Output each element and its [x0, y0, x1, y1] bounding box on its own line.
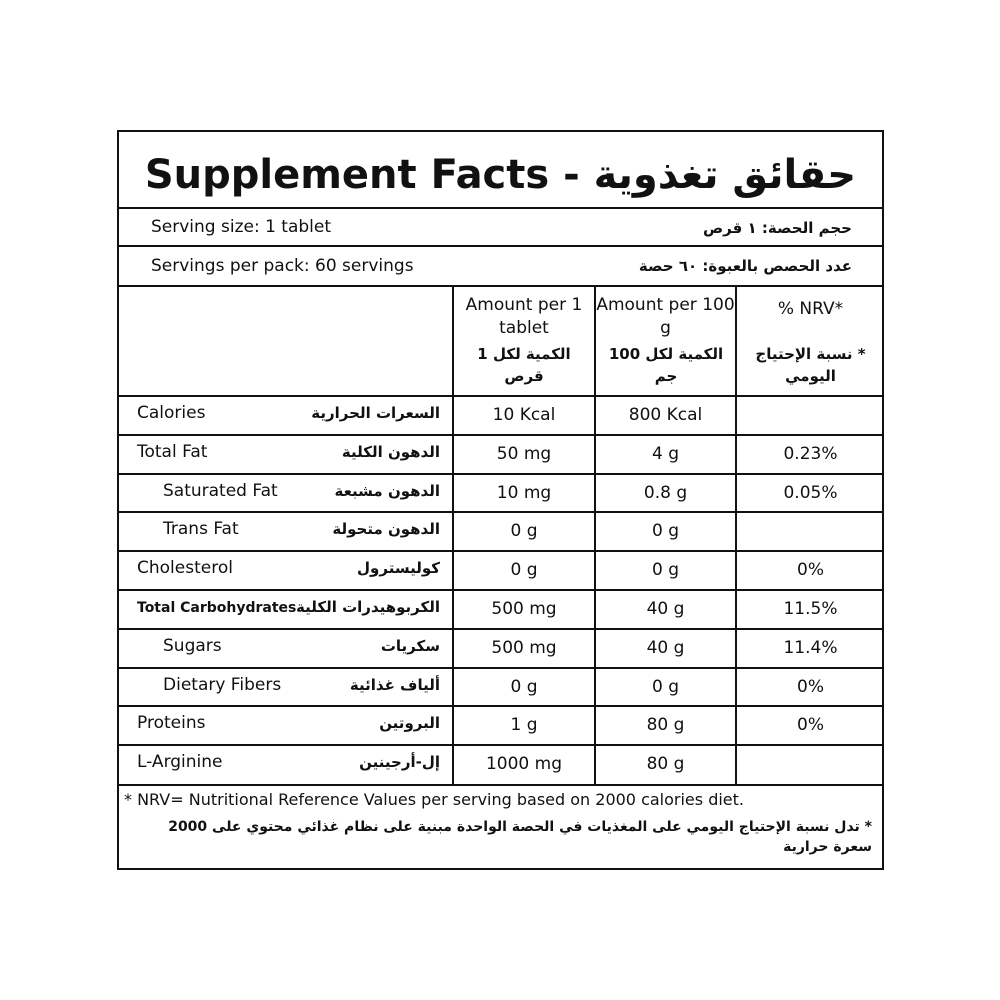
amount-per-tablet: 50 mg — [496, 443, 552, 464]
nrv-percent: 11.4% — [783, 637, 838, 658]
nutrient-name-en: Proteins — [137, 713, 206, 734]
nutrient-name-en: Trans Fat — [163, 519, 239, 540]
row-divider — [119, 511, 882, 513]
nutrient-name-ar: الدهون مشبعة — [334, 481, 440, 500]
nutrient-name-ar: الكربوهيدرات الكلية — [296, 598, 440, 616]
row-divider — [119, 473, 882, 475]
nutrient-name-ar: السعرات الحرارية — [311, 404, 440, 422]
amount-per-100g: 0 g — [651, 560, 679, 581]
nutrient-name-en: Sugars — [163, 635, 222, 656]
serving-size-ar: حجم الحصة: ١ قرص — [702, 219, 852, 237]
header-per-100g-ar: الكمية لكل 100 جم — [608, 345, 724, 385]
divider — [119, 245, 882, 247]
row-divider — [119, 744, 882, 746]
amount-per-tablet: 1 g — [510, 715, 538, 736]
row-divider — [119, 395, 882, 397]
divider — [119, 207, 882, 209]
nrv-percent: 0% — [797, 560, 824, 581]
nutrient-name-ar: إل-أرجينين — [359, 753, 440, 772]
nutrient-name-ar: الدهون الكلية — [341, 442, 440, 461]
nrv-percent: 0% — [797, 715, 824, 736]
amount-per-tablet: 500 mg — [491, 599, 557, 619]
amount-per-tablet: 10 Kcal — [492, 405, 556, 425]
divider — [119, 784, 882, 786]
amount-per-tablet: 500 mg — [491, 637, 557, 658]
header-nrv-ar: * نسبة الإحتياج اليومي — [755, 345, 866, 385]
nrv-percent: 0.23% — [783, 443, 838, 464]
amount-per-100g: 40 g — [646, 599, 685, 619]
row-divider — [119, 550, 882, 552]
nutrient-name-en: Cholesterol — [137, 558, 233, 579]
serving-size-en: Serving size: 1 tablet — [151, 217, 332, 237]
nutrient-name-en: L-Arginine — [137, 752, 223, 773]
nutrient-name-en: Dietary Fibers — [163, 674, 282, 695]
row-divider — [119, 589, 882, 591]
servings-per-pack-ar: عدد الحصص بالعبوة: ٦٠ حصة — [638, 257, 852, 275]
nutrient-name-ar: سكريات — [380, 636, 440, 655]
nrv-percent: 0.05% — [783, 482, 838, 503]
column-divider — [735, 285, 737, 784]
nrv-percent: 11.5% — [783, 599, 838, 619]
nutrient-name-ar: الدهون متحولة — [332, 520, 440, 539]
amount-per-tablet: 10 mg — [496, 482, 552, 503]
row-divider — [119, 667, 882, 669]
nutrient-name-en: Calories — [137, 403, 206, 423]
amount-per-tablet: 0 g — [510, 560, 538, 581]
divider — [119, 285, 882, 287]
header-per-tablet-en: Amount per 1 tablet — [465, 295, 583, 338]
nutrient-name-ar: ألياف غذائية — [349, 675, 440, 694]
amount-per-100g: 4 g — [651, 443, 679, 464]
header-nrv-en: % NRV* — [777, 299, 844, 319]
amount-per-tablet: 1000 mg — [485, 754, 563, 775]
amount-per-100g: 800 Kcal — [628, 405, 703, 425]
nutrient-name-en: Total Carbohydrates — [137, 600, 297, 616]
nrv-percent: 0% — [797, 676, 824, 697]
row-divider — [119, 705, 882, 707]
row-divider — [119, 434, 882, 436]
servings-per-pack-en: Servings per pack: 60 servings — [151, 256, 414, 276]
amount-per-100g: 0 g — [651, 676, 679, 697]
amount-per-100g: 0.8 g — [643, 482, 688, 503]
header-per-tablet-ar: الكمية لكل 1 قرص — [477, 345, 571, 385]
amount-per-100g: 0 g — [651, 521, 679, 542]
amount-per-tablet: 0 g — [510, 521, 538, 542]
footnote-en: * NRV= Nutritional Reference Values per serving based on 2000 calories diet. — [124, 790, 744, 809]
header-per-100g-en: Amount per 100 g — [596, 295, 735, 338]
amount-per-100g: 80 g — [646, 754, 685, 775]
row-divider — [119, 628, 882, 630]
footnote-ar: * تدل نسبة الإحتياج اليومي على المغذيات في الحصة الواحدة مبنية على نظام غذائي محتوي على 2000 سعرة حرارية — [168, 819, 872, 856]
nutrient-name-en: Saturated Fat — [163, 480, 278, 501]
panel-title: Supplement Facts - حقائق تغذوية — [144, 152, 857, 198]
nutrient-name-ar: كوليسترول — [357, 559, 440, 578]
nutrient-name-en: Total Fat — [137, 441, 208, 462]
nutrient-name-ar: البروتين — [379, 714, 440, 733]
amount-per-100g: 40 g — [646, 637, 685, 658]
supplement-facts-panel — [117, 130, 884, 870]
amount-per-100g: 80 g — [646, 715, 685, 736]
amount-per-tablet: 0 g — [510, 676, 538, 697]
